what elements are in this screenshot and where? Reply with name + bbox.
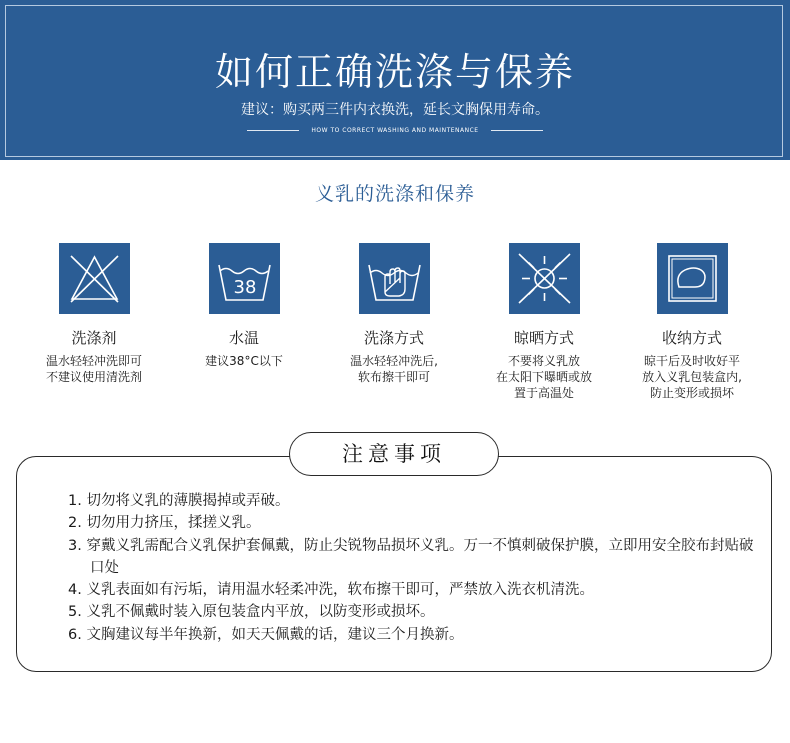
header-banner xyxy=(0,0,790,160)
page-subtitle: 建议：购买两三件内衣换洗，延长文胸保用寿命。 xyxy=(241,102,549,118)
list-item: 6. 文胸建议每半年换新，如天天佩戴的话，建议三个月换新。 xyxy=(68,626,464,643)
care-item-drying-method xyxy=(474,243,614,401)
list-item: 3. 穿戴义乳需配合义乳保护套佩戴，防止尖锐物品损坏义乳。万一不慎刺破保护膜，立即用安全胶布封贴破口处 xyxy=(68,537,754,576)
notice-title: 注意事项 xyxy=(289,432,499,476)
section-title: 义乳的洗涤和保养 xyxy=(314,183,475,205)
page-subtitle-english: HOW TO CORRECT WASHING AND MAINTENANCE xyxy=(311,127,479,134)
care-item-water-temperature xyxy=(174,243,314,369)
no-bleach-icon xyxy=(59,243,130,314)
care-description: 建议38°C以下 xyxy=(205,354,283,368)
hand-wash-icon xyxy=(359,243,430,314)
page-title: 如何正确洗涤与保养 xyxy=(214,50,575,94)
list-item: 5. 义乳不佩戴时装入原包装盒内平放，以防变形或损坏。 xyxy=(68,604,435,621)
care-label: 洗涤方式 xyxy=(363,329,424,347)
care-description: 晾干后及时收好平 放入义乳包装盒内, 防止变形或损坏 xyxy=(642,354,742,400)
care-label: 收纳方式 xyxy=(661,329,722,347)
care-description: 不要将义乳放 在太阳下曝晒或放 置于高温处 xyxy=(495,354,592,400)
care-description: 温水轻轻冲洗后, 软布擦干即可 xyxy=(350,354,438,384)
care-item-storage xyxy=(622,243,762,401)
care-item-washing-method xyxy=(324,243,464,385)
care-item-detergent xyxy=(24,243,164,385)
notice-list xyxy=(68,490,758,646)
care-label: 洗涤剂 xyxy=(71,329,117,347)
list-item: 2. 切勿用力挤压，揉搓义乳。 xyxy=(68,515,261,532)
list-item: 4. 义乳表面如有污垢，请用温水轻柔冲洗，软布擦干即可，严禁放入洗衣机清洗。 xyxy=(68,582,594,599)
care-label: 水温 xyxy=(228,329,259,347)
care-label: 晾晒方式 xyxy=(513,329,574,347)
list-item: 1. 切勿将义乳的薄膜揭掉或弄破。 xyxy=(68,493,290,509)
divider-right xyxy=(491,130,543,131)
care-description: 温水轻轻冲洗即可 不建议使用清洗剂 xyxy=(45,354,142,384)
wash-temperature-value: 38 xyxy=(233,277,256,298)
no-sun-drying-icon xyxy=(509,243,580,314)
wash-temperature-icon xyxy=(209,243,280,314)
storage-box-icon xyxy=(657,243,728,314)
